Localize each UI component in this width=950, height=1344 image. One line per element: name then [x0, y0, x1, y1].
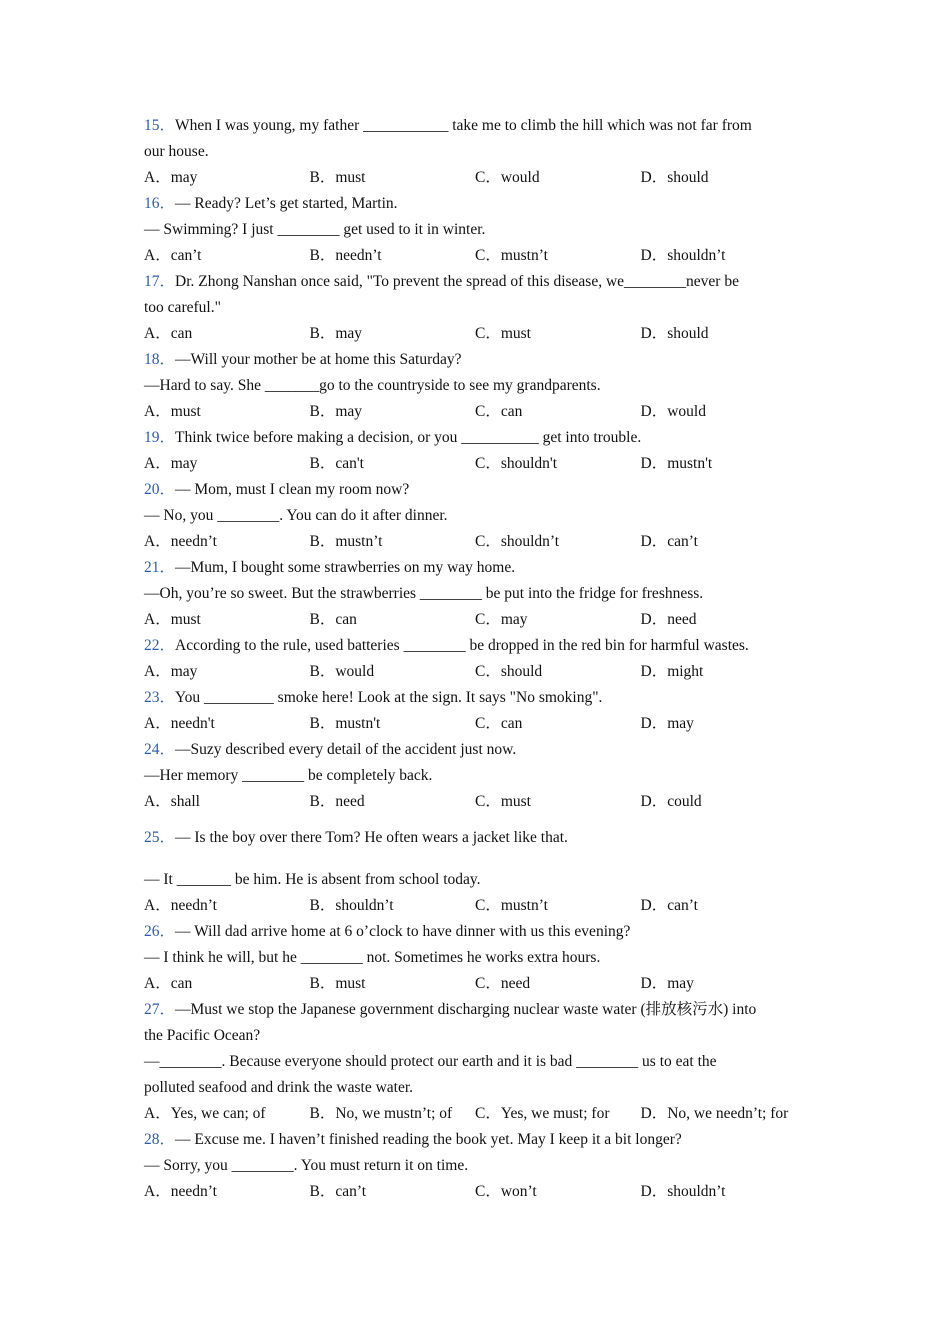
question-24	[144, 737, 824, 815]
option-d: D．shouldn’t	[640, 247, 726, 264]
option-b: B．can’t	[309, 1183, 367, 1200]
option-d: D．would	[640, 403, 706, 420]
question-text: 22．According to the rule, used batteries ________ be dropped in the red bin for harmful wastes.	[144, 637, 749, 654]
option-a: A．needn't	[144, 715, 215, 732]
option-c: C．may	[475, 611, 528, 628]
question-text: 24．—Suzy described every detail of the accident just now.	[144, 741, 517, 758]
question-22	[144, 633, 824, 685]
question-20	[144, 477, 824, 555]
question-number: 19．	[144, 429, 176, 446]
option-b: B．mustn’t	[309, 533, 383, 550]
option-a: A．can	[144, 975, 193, 992]
question-text: 19．Think twice before making a decision, or you __________ get into trouble.	[144, 429, 642, 446]
question-number: 22．	[144, 637, 176, 654]
option-a: A．can	[144, 325, 193, 342]
option-d: D．may	[640, 715, 694, 732]
option-d: D．might	[640, 663, 704, 680]
option-d: D．could	[640, 793, 702, 810]
question-text: —________. Because everyone should protect our earth and it is bad ________ us to eat the	[144, 1053, 717, 1070]
option-a: A．needn’t	[144, 897, 217, 914]
option-a: A．Yes, we can; of	[144, 1105, 266, 1122]
option-d: D．need	[640, 611, 697, 628]
option-a: A．must	[144, 403, 201, 420]
option-c: C．can	[475, 715, 523, 732]
question-text: 27．—Must we stop the Japanese government discharging nuclear waste water (排放核污水) into	[144, 1001, 757, 1018]
option-b: B．must	[309, 169, 366, 186]
options-row	[144, 321, 824, 347]
question-text: 23．You _________ smoke here! Look at the sign. It says "No smoking".	[144, 689, 603, 706]
options-row	[144, 1179, 824, 1205]
question-text: 15．When I was young, my father ___________ take me to climb the hill which was not far from	[144, 117, 752, 134]
question-text: —Oh, you’re so sweet. But the strawberries ________ be put into the fridge for freshness.	[144, 585, 704, 602]
option-b: B．may	[309, 403, 363, 420]
question-number: 26．	[144, 923, 176, 940]
option-c: C．shouldn't	[475, 455, 558, 472]
option-d: D．should	[640, 169, 709, 186]
option-c: C．should	[475, 663, 543, 680]
question-number: 15．	[144, 117, 176, 134]
option-a: A．may	[144, 169, 198, 186]
question-17	[144, 269, 824, 347]
question-text: — No, you ________. You can do it after dinner.	[144, 507, 448, 524]
question-21	[144, 555, 824, 633]
question-16	[144, 191, 824, 269]
question-text: 25．— Is the boy over there Tom? He often wears a jacket like that.	[144, 829, 568, 846]
question-number: 20．	[144, 481, 176, 498]
option-c: C．shouldn’t	[475, 533, 560, 550]
question-number: 25．	[144, 829, 176, 846]
question-text: 16．— Ready? Let’s get started, Martin.	[144, 195, 398, 212]
options-row	[144, 451, 824, 477]
question-25	[144, 825, 824, 919]
options-row	[144, 971, 824, 997]
option-b: B．needn’t	[309, 247, 382, 264]
option-b: B．would	[309, 663, 375, 680]
question-23	[144, 685, 824, 737]
question-text: our house.	[144, 143, 209, 160]
question-18	[144, 347, 824, 425]
question-number: 16．	[144, 195, 176, 212]
question-number: 17．	[144, 273, 176, 290]
question-number: 28．	[144, 1131, 176, 1148]
option-c: C．must	[475, 325, 531, 342]
options-row	[144, 165, 824, 191]
question-text: 26．— Will dad arrive home at 6 o’clock to have dinner with us this evening?	[144, 923, 631, 940]
option-b: B．must	[309, 975, 366, 992]
option-c: C．would	[475, 169, 540, 186]
option-c: C．won’t	[475, 1183, 537, 1200]
options-row	[144, 529, 824, 555]
option-b: B．can	[309, 611, 357, 628]
option-b: B．need	[309, 793, 365, 810]
question-text: 28．— Excuse me. I haven’t finished reading the book yet. May I keep it a bit longer?	[144, 1131, 682, 1148]
option-b: B．mustn't	[309, 715, 381, 732]
option-c: C．mustn’t	[475, 247, 548, 264]
option-a: A．can’t	[144, 247, 202, 264]
option-c: C．can	[475, 403, 523, 420]
question-text: 21．—Mum, I bought some strawberries on my way home.	[144, 559, 516, 576]
options-row	[144, 711, 824, 737]
question-text: — It _______ be him. He is absent from school today.	[144, 871, 481, 888]
options-row	[144, 243, 824, 269]
option-b: B．No, we mustn’t; of	[309, 1105, 453, 1122]
document-body	[144, 113, 824, 1205]
option-d: D．shouldn’t	[640, 1183, 726, 1200]
option-a: A．may	[144, 663, 198, 680]
question-text: the Pacific Ocean?	[144, 1027, 261, 1044]
option-c: C．Yes, we must; for	[475, 1105, 610, 1122]
question-15	[144, 113, 824, 191]
option-d: D．No, we needn’t; for	[640, 1105, 789, 1122]
option-b: B．may	[309, 325, 363, 342]
option-d: D．can’t	[640, 897, 698, 914]
question-text: polluted seafood and drink the waste water.	[144, 1079, 414, 1096]
option-c: C．need	[475, 975, 531, 992]
question-number: 18．	[144, 351, 176, 368]
option-a: A．needn’t	[144, 1183, 217, 1200]
option-a: A．shall	[144, 793, 200, 810]
options-row	[144, 399, 824, 425]
option-b: B．shouldn’t	[309, 897, 394, 914]
option-a: A．needn’t	[144, 533, 217, 550]
question-26	[144, 919, 824, 997]
option-d: D．mustn't	[640, 455, 713, 472]
options-row	[144, 607, 824, 633]
question-text: 20．— Mom, must I clean my room now?	[144, 481, 410, 498]
question-text: — I think he will, but he ________ not. Sometimes he works extra hours.	[144, 949, 601, 966]
question-text: —Hard to say. She _______go to the countryside to see my grandparents.	[144, 377, 601, 394]
question-19	[144, 425, 824, 477]
option-a: A．may	[144, 455, 198, 472]
spacer	[144, 815, 824, 825]
options-row	[144, 659, 824, 685]
option-d: D．may	[640, 975, 694, 992]
question-text: 17．Dr. Zhong Nanshan once said, "To prevent the spread of this disease, we________never be	[144, 273, 739, 290]
option-b: B．can't	[309, 455, 364, 472]
question-27	[144, 997, 824, 1127]
option-d: D．should	[640, 325, 709, 342]
options-row	[144, 1101, 824, 1127]
question-number: 21．	[144, 559, 176, 576]
options-row	[144, 789, 824, 815]
question-text: 18．—Will your mother be at home this Saturday?	[144, 351, 462, 368]
question-number: 27．	[144, 1001, 176, 1018]
option-c: C．must	[475, 793, 531, 810]
spacer	[144, 851, 824, 867]
question-number: 23．	[144, 689, 176, 706]
question-text: —Her memory ________ be completely back.	[144, 767, 433, 784]
option-d: D．can’t	[640, 533, 698, 550]
options-row	[144, 893, 824, 919]
question-text: too careful."	[144, 299, 221, 316]
option-c: C．mustn’t	[475, 897, 548, 914]
option-a: A．must	[144, 611, 201, 628]
question-number: 24．	[144, 741, 176, 758]
question-text: — Swimming? I just ________ get used to it in winter.	[144, 221, 486, 238]
question-28	[144, 1127, 824, 1205]
question-text: — Sorry, you ________. You must return it on time.	[144, 1157, 469, 1174]
